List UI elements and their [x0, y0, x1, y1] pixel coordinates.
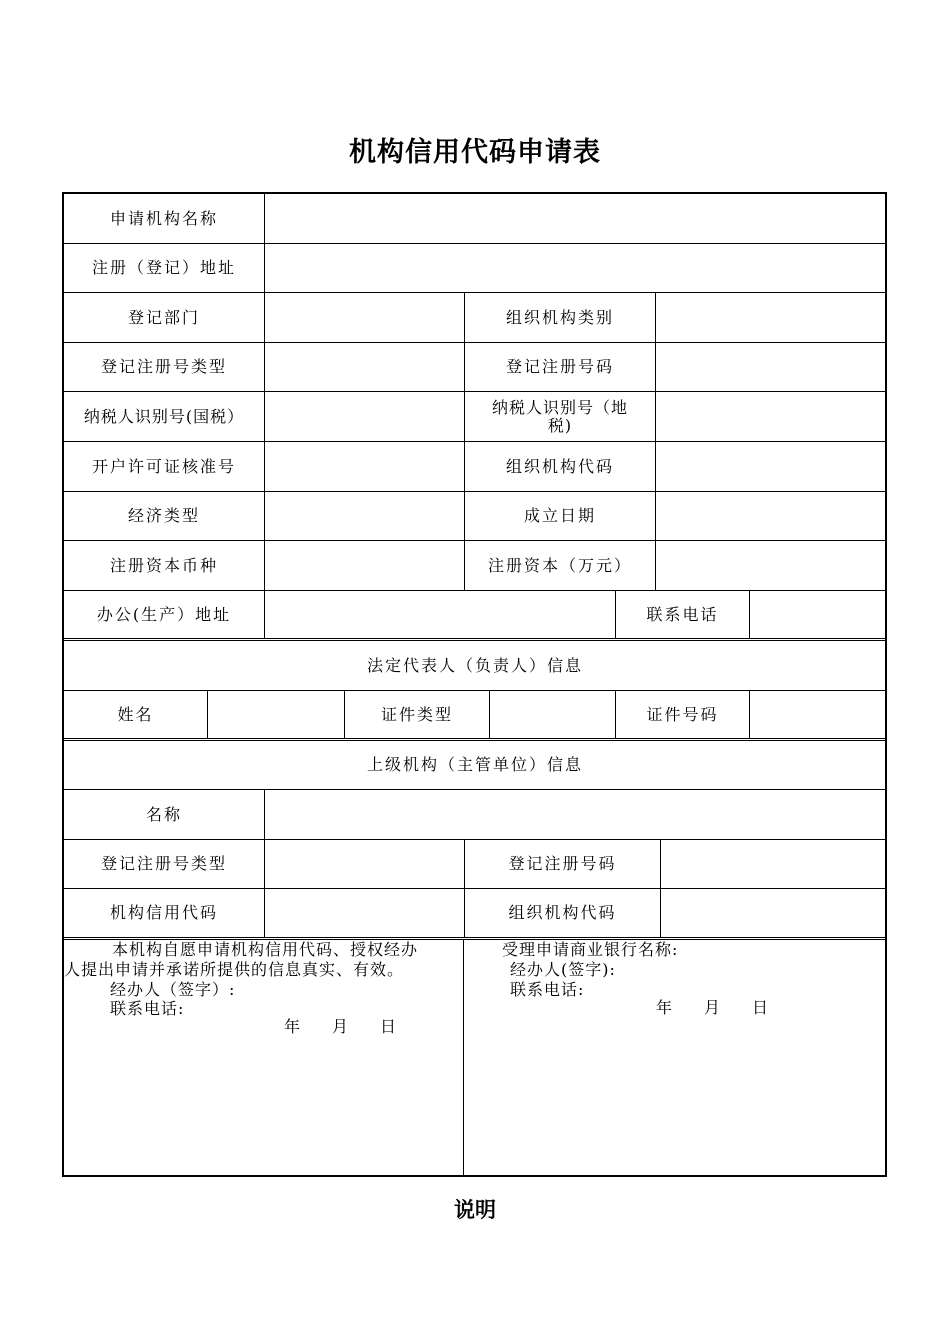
field-account-permit[interactable] — [265, 442, 465, 491]
field-org-code[interactable] — [656, 442, 886, 491]
row-applicant-name — [64, 194, 886, 244]
label-org-code: 组织机构代码 — [465, 442, 656, 491]
field-office-address[interactable] — [265, 591, 616, 638]
section-legal-rep: 法定代表人（负责人）信息 — [366, 655, 583, 675]
row-parent-org-section — [64, 741, 886, 790]
label-parent-reg-number-type: 登记注册号类型 — [64, 840, 265, 888]
label-parent-org-name: 名称 — [64, 790, 265, 839]
bank-month: 月 — [704, 998, 722, 1017]
field-parent-reg-number[interactable] — [661, 840, 886, 888]
row-tax-id — [64, 392, 886, 442]
field-capital-currency[interactable] — [265, 541, 465, 590]
row-legal-rep — [64, 691, 886, 741]
label-registered-address: 注册（登记）地址 — [64, 244, 265, 292]
field-reg-number-type[interactable] — [265, 343, 465, 391]
bank-phone: 联系电话: — [510, 980, 585, 999]
section-parent-org: 上级机构（主管单位）信息 — [366, 755, 583, 774]
row-registered-address — [64, 244, 886, 293]
field-legal-rep-id-type[interactable] — [490, 691, 616, 738]
declaration-day: 日 — [380, 1017, 398, 1036]
label-tax-id-national: 纳税人识别号(国税） — [64, 392, 265, 441]
field-registration-dept[interactable] — [265, 293, 465, 342]
label-parent-reg-number: 登记注册号码 — [465, 840, 661, 888]
field-parent-reg-number-type[interactable] — [265, 840, 465, 888]
declaration-year: 年 — [284, 1017, 302, 1036]
row-account-permit — [64, 442, 886, 492]
field-tax-id-local[interactable] — [656, 392, 886, 441]
declaration-text-line1: 本机构自愿申请机构信用代码、授权经办 — [112, 940, 419, 959]
declaration-month: 月 — [332, 1017, 350, 1036]
field-parent-org-name[interactable] — [265, 790, 886, 839]
bank-day: 日 — [752, 998, 770, 1017]
label-office-address: 办公(生产）地址 — [64, 591, 265, 638]
row-legal-rep-section — [64, 641, 886, 691]
field-applicant-name[interactable] — [265, 194, 886, 243]
bank-name-label: 受理申请商业银行名称: — [502, 940, 679, 959]
field-legal-rep-name[interactable] — [208, 691, 345, 738]
field-parent-credit-code[interactable] — [265, 889, 465, 937]
declaration-bank[interactable] — [464, 940, 886, 1176]
row-office-address — [64, 591, 886, 641]
label-reg-number: 登记注册号码 — [465, 343, 656, 391]
declaration-signer: 经办人（签字）: — [110, 980, 236, 999]
label-registered-capital: 注册资本（万元） — [465, 541, 656, 590]
field-parent-org-code[interactable] — [661, 889, 886, 937]
row-economy-type — [64, 492, 886, 541]
row-parent-org-code — [64, 889, 886, 940]
field-registered-capital[interactable] — [656, 541, 886, 590]
field-tax-id-national[interactable] — [265, 392, 465, 441]
label-registration-dept: 登记部门 — [64, 293, 265, 342]
label-legal-rep-name: 姓名 — [64, 691, 208, 738]
bank-signer: 经办人(签字): — [510, 960, 616, 979]
label-legal-rep-id-type: 证件类型 — [345, 691, 490, 738]
notes-heading: 说明 — [454, 1198, 496, 1222]
label-established-date: 成立日期 — [465, 492, 656, 540]
field-legal-rep-id-number[interactable] — [750, 691, 886, 738]
row-parent-org-reg — [64, 840, 886, 889]
bank-year: 年 — [656, 998, 674, 1017]
declaration-applicant[interactable] — [64, 940, 464, 1176]
label-reg-number-type: 登记注册号类型 — [64, 343, 265, 391]
declaration-phone: 联系电话: — [110, 999, 185, 1018]
row-capital — [64, 541, 886, 591]
label-parent-org-code: 组织机构代码 — [465, 889, 661, 937]
label-phone: 联系电话 — [616, 591, 750, 638]
field-registered-address[interactable] — [265, 244, 886, 292]
row-registration-dept — [64, 293, 886, 343]
label-org-category: 组织机构类别 — [465, 293, 656, 342]
form-title: 机构信用代码申请表 — [349, 137, 601, 168]
label-applicant-name: 申请机构名称 — [64, 194, 265, 243]
label-capital-currency: 注册资本币种 — [64, 541, 265, 590]
label-tax-id-local: 纳税人识别号（地税) — [465, 392, 656, 441]
field-phone[interactable] — [750, 591, 886, 638]
label-economy-type: 经济类型 — [64, 492, 265, 540]
declaration-text-line2: 人提出申请并承诺所提供的信息真实、有效。 — [64, 960, 405, 979]
field-economy-type[interactable] — [265, 492, 465, 540]
row-declaration — [64, 940, 886, 1176]
label-parent-credit-code: 机构信用代码 — [64, 889, 265, 937]
field-established-date[interactable] — [656, 492, 886, 540]
field-reg-number[interactable] — [656, 343, 886, 391]
field-org-category[interactable] — [656, 293, 886, 342]
row-parent-org-name — [64, 790, 886, 840]
label-legal-rep-id-number: 证件号码 — [616, 691, 750, 738]
row-reg-number — [64, 343, 886, 392]
label-account-permit: 开户许可证核准号 — [64, 442, 265, 491]
